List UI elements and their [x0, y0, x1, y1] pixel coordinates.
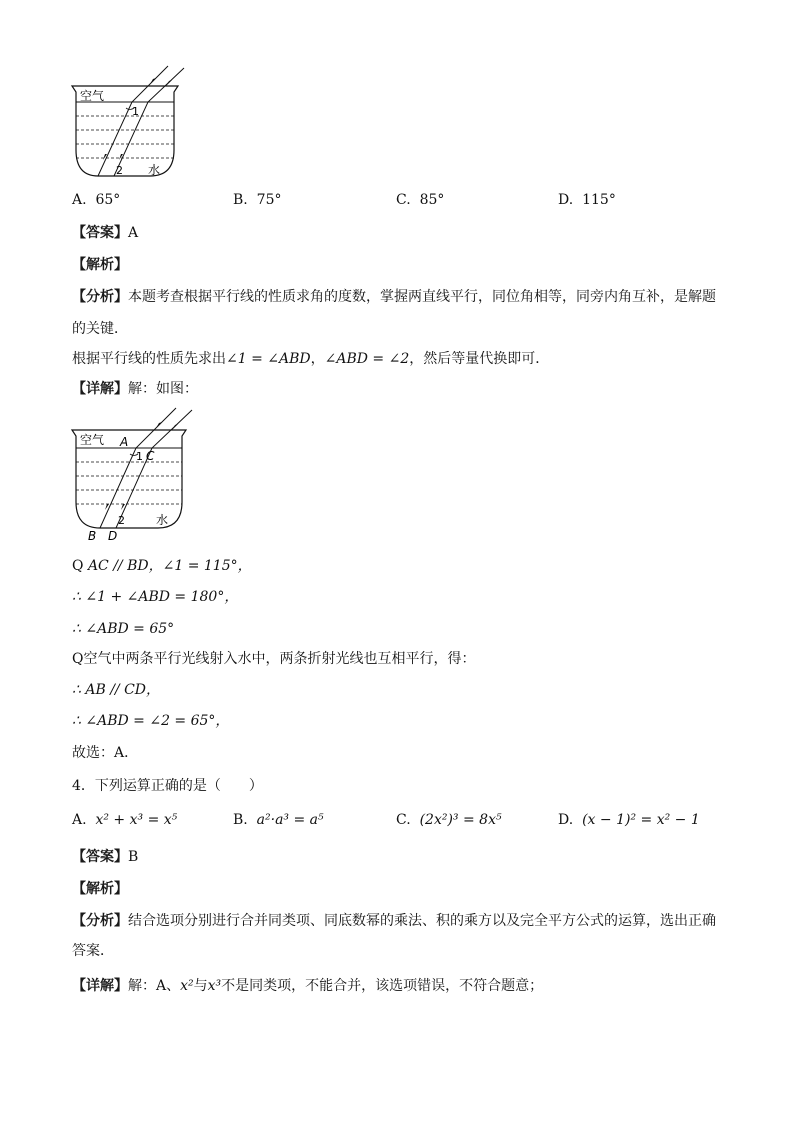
point-b-label: B: [88, 529, 97, 542]
q3-option-d: D. 115°: [558, 192, 616, 208]
q3-step4: Q空气中两条平行光线射入水中，两条折射光线也互相平行，得：: [72, 651, 476, 667]
angle-1-label: 1: [132, 105, 139, 118]
point-a-label: A: [120, 435, 129, 449]
point-d-label: D: [108, 529, 118, 542]
air-label: 空气: [80, 89, 105, 103]
point-c-label: C: [146, 449, 155, 463]
q3-option-b: B. 75°: [233, 192, 282, 208]
q4-fenxi-line2: 答案．: [72, 943, 114, 959]
q3-fenxi-line2: 的关键．: [72, 321, 128, 337]
q3-fenxi-line1: 【分析】本题考查根据平行线的性质求角的度数，掌握两直线平行，同位角相等，同旁内角互补，是解题: [72, 289, 716, 305]
q4-stem: 4．下列运算正确的是（ ）: [72, 778, 263, 794]
q3-step1: Q AC // BD，∠1 = 115°，: [72, 558, 252, 574]
q3-answer: 【答案】A: [72, 225, 139, 241]
q3-detail-heading: 【详解】解：如图：: [72, 381, 198, 397]
q4-option-c: C. (2x²)³ = 8x⁵: [396, 812, 502, 828]
q3-step5: ∴ AB // CD，: [72, 682, 161, 698]
water-label-2: 水: [156, 513, 169, 527]
q3-step2: ∴ ∠1 + ∠ABD = 180°，: [72, 589, 239, 605]
q3-method: 根据平行线的性质先求出∠1 = ∠ABD，∠ABD = ∠2，然后等量代换即可．: [72, 351, 550, 367]
q4-option-a: A. x² + x³ = x⁵: [72, 812, 178, 828]
q4-detail: 【详解】解：A、x²与x³不是同类项，不能合并，该选项错误，不符合题意；: [72, 978, 544, 994]
q4-fenxi-line1: 【分析】结合选项分别进行合并同类项、同底数幂的乘法、积的乘方以及完全平方公式的运算，选出正确: [72, 913, 716, 929]
q3-choice: 故选：A．: [72, 745, 139, 761]
q4-option-b: B. a²·a³ = a⁵: [233, 812, 324, 828]
figure-refraction-2: [70, 404, 200, 542]
water-label: 水: [148, 163, 161, 177]
angle-2-label-2: 2: [118, 514, 125, 527]
angle-2-label: 2: [116, 164, 123, 177]
q3-option-a: A. 65°: [72, 192, 121, 208]
q3-option-c: C. 85°: [396, 192, 445, 208]
figure-refraction-1: [70, 64, 190, 182]
q3-analysis-tag: 【解析】: [72, 257, 128, 273]
q4-analysis-tag: 【解析】: [72, 881, 128, 897]
q3-step3: ∴ ∠ABD = 65°: [72, 621, 175, 637]
q3-step6: ∴ ∠ABD = ∠2 = 65°，: [72, 713, 230, 729]
q4-option-d: D. (x − 1)² = x² − 1: [558, 812, 700, 828]
angle-1-label-2: 1: [136, 450, 143, 463]
air-label-2: 空气: [80, 433, 105, 447]
q4-answer: 【答案】B: [72, 849, 139, 865]
